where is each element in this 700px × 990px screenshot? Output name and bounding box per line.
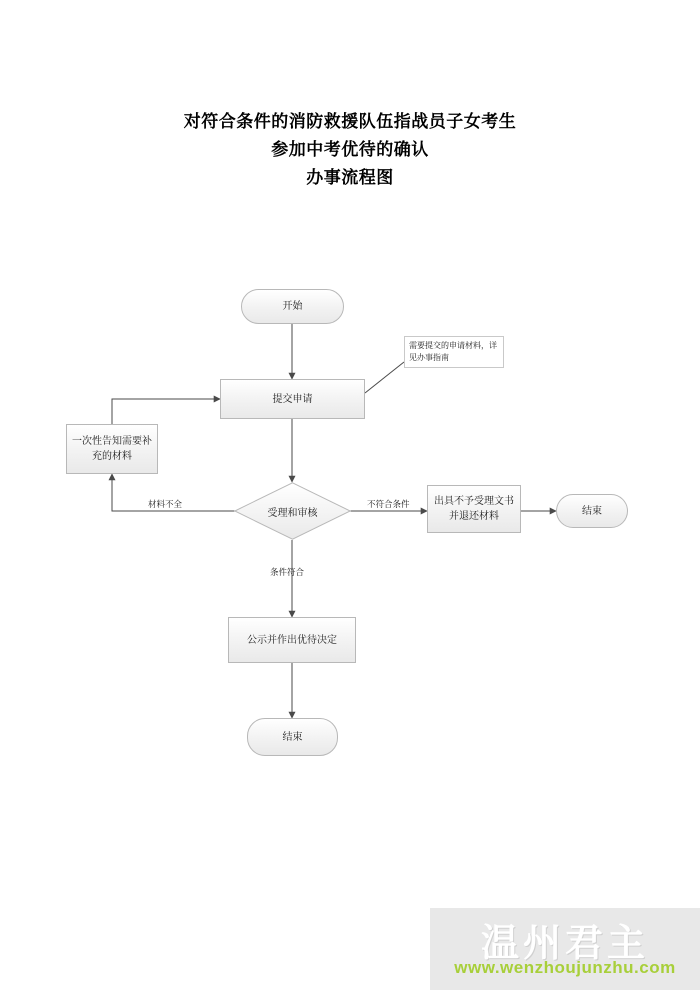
node-end-bottom-label: 结束 [282, 731, 303, 743]
edge-label-qualified: 条件符合 [270, 567, 305, 577]
edge-label-incomplete: 材料不全 [148, 499, 183, 509]
note-required-materials [404, 336, 504, 368]
node-end-bottom[interactable] [247, 718, 338, 756]
node-supplement-materials[interactable] [66, 424, 158, 474]
page-title-line-3: 办事流程图 [306, 168, 394, 187]
node-end-right[interactable] [556, 494, 628, 528]
node-publicize-decision[interactable] [228, 617, 356, 663]
node-submit-application-label: 提交申请 [272, 393, 313, 405]
node-supplement-materials-label: 一次性告知需要补充的材料 [72, 436, 152, 462]
watermark [430, 908, 700, 990]
node-submit-application[interactable] [220, 379, 365, 419]
node-review-decision-label: 受理和审核 [267, 507, 318, 519]
node-end-right-label: 结束 [582, 505, 602, 517]
edge-label-not-qualified: 不符合条件 [367, 499, 410, 509]
note-required-materials-label: 需要提交的申请材料，详见办事指南 [409, 341, 497, 362]
node-review-decision[interactable] [234, 482, 351, 540]
node-start-label: 开始 [282, 301, 303, 312]
node-start[interactable] [241, 289, 344, 324]
watermark-url: www.wenzhoujunzhu.com [454, 958, 676, 977]
node-publicize-decision-label: 公示并作出优待决定 [247, 634, 337, 646]
node-reject-document-label: 出具不予受理文书并退还材料 [434, 496, 514, 522]
page-title-line-2: 参加中考优待的确认 [271, 140, 429, 159]
watermark-title: 温州君主 [480, 923, 649, 965]
page-title-line-1: 对符合条件的消防救援队伍指战员子女考生 [183, 112, 517, 131]
node-reject-document[interactable] [427, 485, 521, 533]
